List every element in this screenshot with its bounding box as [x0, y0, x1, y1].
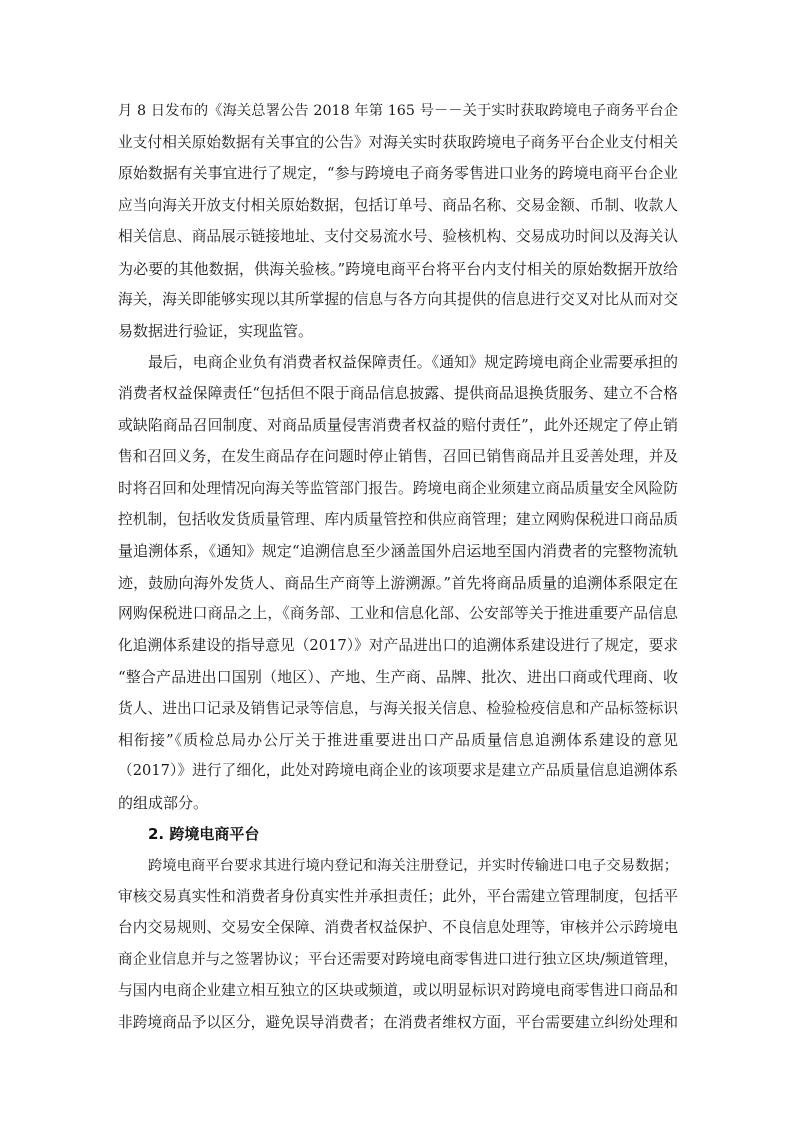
- paragraph-2-line: 网购保税进口商品之上，《商务部、工业和信息化部、公安部等关于推进重要产品信息: [118, 605, 678, 622]
- paragraph-2-line: 化追溯体系建设的指导意见（2017）》对产品进出口的追溯体系建设进行了规定，要求: [118, 637, 678, 654]
- paragraph-1-line: 业支付相关原始数据有关事宜的公告》对海关实时获取跨境电子商务平台企业支付相关: [118, 134, 678, 151]
- paragraph-1-line: 易数据进行验证，实现监管。: [118, 322, 314, 340]
- paragraph-2-line: 控机制，包括收发货质量管理、库内质量管控和供应商管理；建立网购保税进口商品质: [118, 511, 678, 528]
- paragraph-1-line: 相关信息、商品展示链接地址、支付交易流水号、验核机构、交易成功时间以及海关认: [118, 228, 678, 245]
- paragraph-2-line: 相衔接”《质检总局办公厅关于推进重要进出口产品质量信息追溯体系建设的意见: [118, 731, 678, 749]
- paragraph-3-line: 台内交易规则、交易安全保障、消费者权益保护、不良信息处理等，审核并公示跨境电: [118, 919, 678, 936]
- paragraph-2-line: 的组成部分。: [118, 794, 209, 812]
- paragraph-2-line: 货人、进出口记录及销售记录等信息，与海关报关信息、检验检疫信息和产品标签标识: [118, 700, 678, 717]
- paragraph-1-line: 为必要的其他数据，供海关验核。”跨境电商平台将平台内支付相关的原始数据开放给: [118, 260, 678, 278]
- section-heading: 2. 跨境电商平台: [148, 825, 260, 843]
- paragraph-2-line: 或缺陷商品召回制度、对商品质量侵害消费者权益的赔付责任”，此外还规定了停止销: [118, 417, 678, 434]
- paragraph-3-line: 非跨境商品予以区分，避免误导消费者；在消费者维权方面，平台需要建立纠纷处理和: [118, 1014, 678, 1031]
- paragraph-2-line: （2017）》进行了细化，此处对跨境电商企业的该项要求是建立产品质量信息追溯体系: [118, 762, 678, 779]
- paragraph-2-line: “整合产品进出口国别（地区）、产地、生产商、品牌、批次、进出口商或代理商、收: [118, 668, 678, 686]
- paragraph-3-line: 与国内电商企业建立相互独立的区块或频道，或以明显标识对跨境电商零售进口商品和: [118, 982, 678, 999]
- paragraph-3-line: 商企业信息并与之签署协议；平台还需要对跨境电商零售进口进行独立区块/频道管理，: [118, 952, 678, 968]
- paragraph-1-line: 海关，海关即能够实现以其所掌握的信息与各方向其提供的信息进行交叉对比从而对交: [118, 291, 678, 308]
- paragraph-2-line: 最后，电商企业负有消费者权益保障责任。《通知》规定跨境电商企业需要承担的: [148, 354, 678, 371]
- paragraph-1-line: 月 8 日发布的《海关总署公告 2018 年第 165 号－－关于实时获取跨境电子商务平台企: [118, 103, 678, 119]
- paragraph-2-line: 消费者权益保障责任“包括但不限于商品信息披露、提供商品退换货服务、建立不合格: [118, 385, 678, 402]
- paragraph-1-line: 应当向海关开放支付相关原始数据，包括订单号、商品名称、交易金额、币制、收款人: [118, 197, 678, 214]
- paragraph-2-line: 售和召回义务，在发生商品存在问题时停止销售，召回已销售商品并且妥善处理，并及: [118, 448, 678, 465]
- paragraph-3-line: 审核交易真实性和消费者身份真实性并承担责任；此外，平台需建立管理制度，包括平: [118, 888, 678, 905]
- paragraph-2-line: 迹，鼓励向海外发货人、商品生产商等上游溯源。”首先将商品质量的追溯体系限定在: [118, 574, 678, 592]
- paragraph-1-line: 原始数据有关事宜进行了规定，“参与跨境电子商务零售进口业务的跨境电商平台企业: [118, 165, 678, 182]
- paragraph-3-line: 跨境电商平台要求其进行境内登记和海关注册登记，并实时传输进口电子交易数据；: [148, 858, 678, 874]
- paragraph-2-line: 时将召回和处理情况向海关等监管部门报告。跨境电商企业须建立商品质量安全风险防: [118, 480, 678, 497]
- paragraph-2-line: 量追溯体系，《通知》规定“追溯信息至少涵盖国外启运地至国内消费者的完整物流轨: [118, 542, 678, 560]
